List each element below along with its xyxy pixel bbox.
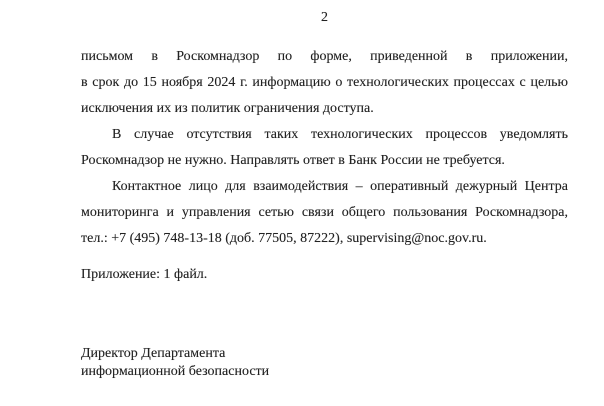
paragraph-line: в срок до 15 ноября 2024 г. информацию о технологических процессах с целью	[81, 75, 568, 90]
paragraph-line: В случае отсутствия таких технологических процессов уведомлять	[112, 127, 568, 142]
paragraph-line: письмом в Роскомнадзор по форме, приведенной в приложении,	[81, 49, 568, 64]
paragraph	[81, 44, 568, 122]
attachment-note: Приложение: 1 файл.	[81, 267, 208, 282]
signature-block	[81, 345, 568, 381]
page-number: 2	[321, 10, 328, 25]
paragraph	[81, 122, 568, 174]
paragraph	[81, 174, 568, 252]
signature-title-line: информационной безопасности	[81, 364, 270, 379]
paragraph-line: мониторинга и управления сетью связи общего пользования Роскомнадзора,	[81, 205, 568, 220]
paragraph-line: Контактное лицо для взаимодействия – оперативный дежурный Центра	[112, 179, 568, 194]
letter-body	[81, 44, 568, 381]
paragraph-line contact-line: тел.: +7 (495) 748-13-18 (доб. 77505, 87222), supervising@noc.gov.ru.	[81, 231, 487, 246]
signature-title-line: Директор Департамента	[81, 346, 226, 361]
paragraph-line: Роскомнадзор не нужно. Направлять ответ в Банк России не требуется.	[81, 153, 505, 168]
paragraph-line: исключения их из политик ограничения доступа.	[81, 101, 374, 116]
